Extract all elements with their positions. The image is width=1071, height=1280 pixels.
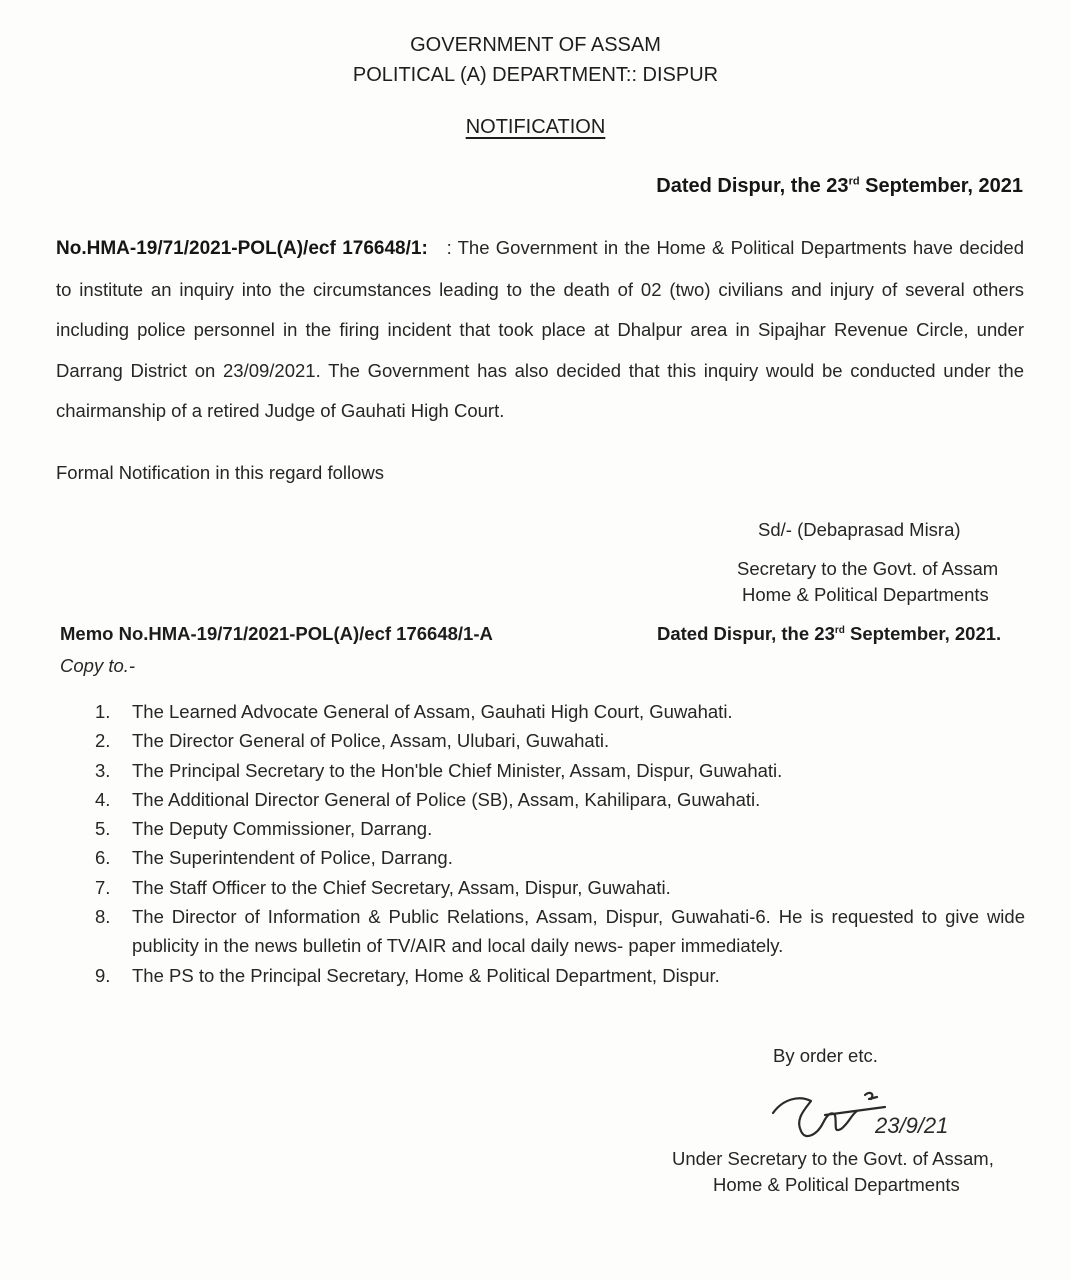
- list-item-text: The Additional Director General of Police (SB), Assam, Kahilipara, Guwahati.: [132, 788, 761, 810]
- reference-number: No.HMA-19/71/2021-POL(A)/ecf 176648/1:: [56, 238, 428, 259]
- list-item: [90, 726, 1025, 755]
- date-suffix: September, 2021: [859, 175, 1023, 197]
- list-item-text: The Deputy Commissioner, Darrang.: [132, 818, 433, 840]
- memo-date-suffix: September, 2021.: [844, 623, 1002, 644]
- list-item: [90, 756, 1025, 785]
- notification-body: [56, 228, 1024, 432]
- closing-designation-1: Under Secretary to the Govt. of Assam,: [672, 1148, 994, 1169]
- list-item: [90, 873, 1025, 902]
- signatory-designation-2: Home & Political Departments: [742, 584, 989, 605]
- formal-notification-note: Formal Notification in this regard follows: [56, 462, 384, 483]
- list-item-number: 3.: [95, 759, 111, 781]
- list-item-text: The Superintendent of Police, Darrang.: [132, 847, 453, 869]
- list-item-number: 9.: [95, 964, 111, 986]
- closing-designation-2: Home & Political Departments: [713, 1174, 960, 1195]
- signature-date: 23/9/21: [875, 1113, 949, 1138]
- list-item-text: The Learned Advocate General of Assam, Gauhati High Court, Guwahati.: [132, 701, 733, 722]
- list-item-number: 5.: [95, 818, 111, 840]
- list-item-text: The Staff Officer to the Chief Secretary, Assam, Dispur, Guwahati.: [132, 876, 671, 898]
- list-item-number: 6.: [95, 847, 111, 869]
- list-item: [90, 814, 1025, 843]
- list-item-text: The PS to the Principal Secretary, Home & Political Department, Dispur.: [132, 964, 720, 986]
- list-item: [90, 902, 1025, 961]
- date-prefix: Dated Dispur, the 23: [656, 175, 849, 197]
- list-item-text: The Principal Secretary to the Hon'ble Chief Minister, Assam, Dispur, Guwahati.: [132, 759, 783, 781]
- signatory-sd: Sd/- (Debaprasad Misra): [758, 519, 961, 540]
- list-item-number: 8.: [95, 906, 111, 928]
- list-item-number: 7.: [95, 876, 111, 898]
- list-item: [90, 785, 1025, 814]
- list-item: [90, 843, 1025, 872]
- list-item: [90, 961, 1025, 990]
- signatory-designation-1: Secretary to the Govt. of Assam: [737, 558, 999, 579]
- memo-reference: Memo No.HMA-19/71/2021-POL(A)/ecf 176648/1-A: [60, 623, 493, 644]
- by-order-text: By order etc.: [773, 1045, 878, 1066]
- memo-date-prefix: Dated Dispur, the 23: [657, 623, 835, 644]
- list-item-number: 1.: [95, 701, 111, 722]
- list-item-text: The Director of Information & Public Relations, Assam, Dispur, Guwahati-6. He is requested to give wide publicity in the news bulletin of TV/AIR and local daily news- paper immediately.: [132, 906, 1025, 957]
- list-item-number: 4.: [95, 788, 111, 810]
- memo-date-sup: rd: [834, 624, 845, 636]
- page-title: [0, 116, 1071, 139]
- body-text: : The Government in the Home & Political Departments have decided to institute an inquiry into the circumstances leading to the death of 02 (two) civilians and injury of several others including police personnel in the firing incident that took place at Dhalpur area in Sipajhar Revenue Circle, under Darrang District on 23/09/2021. The Government has also decided that this inquiry would be conducted under the chairmanship of a retired Judge of Gauhati High Court.: [56, 237, 1025, 421]
- memo-date: [657, 623, 1001, 645]
- copy-list: [90, 697, 1025, 990]
- list-item: [90, 697, 1025, 726]
- copy-to-label: Copy to.-: [60, 655, 136, 676]
- notification-title: NOTIFICATION: [465, 116, 606, 138]
- header-line-government: GOVERNMENT OF ASSAM: [410, 34, 661, 56]
- notification-date: [656, 175, 1023, 198]
- header-line-department: POLITICAL (A) DEPARTMENT:: DISPUR: [352, 64, 719, 86]
- handwritten-signature: [765, 1085, 985, 1155]
- list-item-text: The Director General of Police, Assam, Ulubari, Guwahati.: [132, 730, 610, 752]
- date-suffix-sup: rd: [848, 175, 860, 188]
- list-item-number: 2.: [95, 730, 111, 752]
